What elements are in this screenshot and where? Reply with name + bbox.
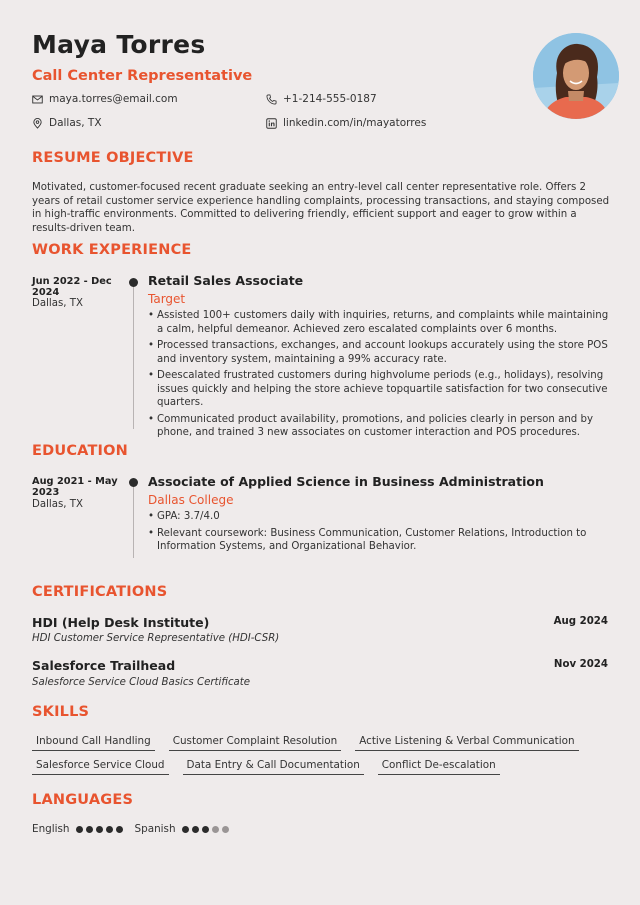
cert-date: Nov 2024 <box>553 659 608 670</box>
list-item: • Assisted 100+ customers daily with inquiries, returns, and complaints while maintaining a calm, helpful demeanor. Achieved zero escalated complaints over 6 months. <box>148 309 610 336</box>
objective-text: Motivated, customer-focused recent graduate seeking an entry-level call center representative role. Offers 2 years of retail customer service experience handling complaints, processing transactions, and staying composed in high-traffic environments. Committed to delivering friendly, efficient support and eager to grow within a results-driven team. <box>32 182 610 235</box>
list-item: • GPA: 3.7/4.0 <box>148 510 610 524</box>
candidate-name: Maya Torres <box>32 30 206 59</box>
linkedin-icon <box>266 118 277 129</box>
work-timeline-line <box>133 283 134 429</box>
cert-date: Aug 2024 <box>553 616 608 627</box>
education-heading: EDUCATION <box>32 443 129 459</box>
work-date: Jun 2022 - Dec 2024 <box>32 276 112 298</box>
linkedin-text: linkedin.com/in/mayatorres <box>283 117 427 129</box>
skills-heading: SKILLS <box>32 704 90 720</box>
objective-heading: RESUME OBJECTIVE <box>32 150 194 166</box>
skill-tag: Inbound Call Handling <box>32 735 155 751</box>
education-bullets <box>148 510 610 557</box>
work-timeline-dot <box>129 278 138 287</box>
list-item: • Communicated product availability, promotions, and policies clearly in person and by phone, and trained 3 new associates on customer interaction and POS procedures. <box>148 413 610 440</box>
phone-text: +1-214-555-0187 <box>283 93 377 105</box>
level-dot-filled <box>182 826 189 833</box>
degree-title: Associate of Applied Science in Business Administration <box>148 474 544 489</box>
level-dot-filled <box>86 826 93 833</box>
profile-photo <box>533 33 619 119</box>
skill-tag: Salesforce Service Cloud <box>32 759 169 775</box>
work-heading: WORK EXPERIENCE <box>32 242 192 258</box>
language-level <box>76 826 123 833</box>
languages-heading: LANGUAGES <box>32 792 134 808</box>
education-date: Aug 2021 - May 2023 <box>32 476 118 498</box>
job-title: Retail Sales Associate <box>148 273 304 288</box>
language-name: Spanish <box>134 823 176 835</box>
list-item: • Relevant coursework: Business Communication, Customer Relations, Introduction to Information Systems, and Organizational Behavior. <box>148 527 610 554</box>
work-location: Dallas, TX <box>32 298 83 309</box>
map-pin-icon <box>32 118 43 129</box>
education-timeline-line <box>133 484 134 558</box>
certifications-heading: CERTIFICATIONS <box>32 584 168 600</box>
languages-list <box>32 823 229 835</box>
level-dot-filled <box>76 826 83 833</box>
list-item: • Processed transactions, exchanges, and account lookups accurately using the store POS and inventory system, maintaining a 99% accuracy rate. <box>148 339 610 366</box>
cert-description: Salesforce Service Cloud Basics Certificate <box>32 677 251 688</box>
language-name: English <box>32 823 70 835</box>
job-company: Target <box>148 292 186 306</box>
language-level <box>182 826 229 833</box>
skills-list <box>32 735 610 775</box>
cert-description: HDI Customer Service Representative (HDI-CSR) <box>32 633 280 644</box>
education-location: Dallas, TX <box>32 499 83 510</box>
phone-icon <box>266 94 277 105</box>
level-dot-empty <box>212 826 219 833</box>
cert-name: Salesforce Trailhead <box>32 658 176 673</box>
skill-tag: Conflict De-escalation <box>378 759 500 775</box>
list-item: • Deescalated frustrated customers during highvolume periods (e.g., holidays), resolving issues quickly and helping the store achieve topquartile satisfaction for two consecutive quarters. <box>148 369 610 410</box>
candidate-role: Call Center Representative <box>32 68 253 84</box>
level-dot-filled <box>106 826 113 833</box>
cert-name: HDI (Help Desk Institute) <box>32 615 210 630</box>
language-item <box>135 823 229 835</box>
level-dot-filled <box>202 826 209 833</box>
contact-email[interactable] <box>32 93 178 105</box>
contact-linkedin[interactable] <box>266 117 426 129</box>
level-dot-filled <box>96 826 103 833</box>
skill-tag: Active Listening & Verbal Communication <box>355 735 578 751</box>
level-dot-empty <box>222 826 229 833</box>
mail-icon <box>32 94 43 105</box>
skill-tag: Customer Complaint Resolution <box>169 735 342 751</box>
level-dot-filled <box>116 826 123 833</box>
contact-location <box>32 117 102 129</box>
job-bullets <box>148 309 610 443</box>
location-text: Dallas, TX <box>49 117 102 129</box>
education-timeline-dot <box>129 478 138 487</box>
level-dot-filled <box>192 826 199 833</box>
language-item <box>32 823 123 835</box>
email-text: maya.torres@email.com <box>49 93 178 105</box>
skill-tag: Data Entry & Call Documentation <box>183 759 364 775</box>
school-name: Dallas College <box>148 493 234 507</box>
contact-phone[interactable] <box>266 93 377 105</box>
